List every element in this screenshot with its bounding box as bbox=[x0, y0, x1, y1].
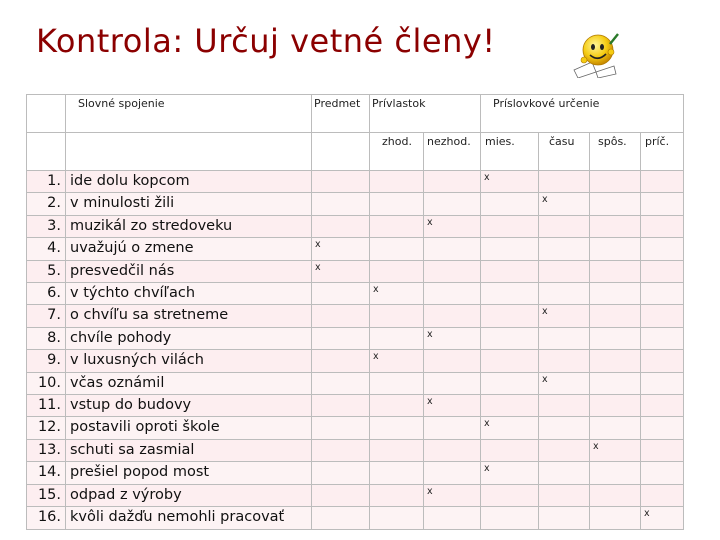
mark-predmet: x bbox=[312, 238, 370, 260]
cell-predmet bbox=[312, 215, 370, 237]
cell-predmet bbox=[312, 372, 370, 394]
mark-pric: x bbox=[641, 507, 684, 529]
cell-predmet bbox=[312, 283, 370, 305]
cell-nezhod bbox=[424, 372, 481, 394]
cell-zhod bbox=[370, 439, 424, 461]
cell-zhod bbox=[370, 484, 424, 506]
mark-nezhod: x bbox=[424, 395, 481, 417]
header-zhod: zhod. bbox=[370, 133, 424, 171]
cell-mies bbox=[481, 327, 539, 349]
row-number: 7. bbox=[27, 305, 66, 327]
mark-nezhod: x bbox=[424, 484, 481, 506]
row-phrase: muzikál zo stredoveku bbox=[66, 215, 312, 237]
header-prislovkove: Príslovkové určenie bbox=[481, 95, 684, 133]
cell-nezhod bbox=[424, 193, 481, 215]
cell-spos bbox=[590, 283, 641, 305]
cell-mies bbox=[481, 260, 539, 282]
cell-spos bbox=[590, 462, 641, 484]
cell-casu bbox=[539, 350, 590, 372]
cell-pric bbox=[641, 238, 684, 260]
header-row-1 bbox=[27, 95, 684, 133]
cell-mies bbox=[481, 283, 539, 305]
cell-pric bbox=[641, 171, 684, 193]
mark-zhod: x bbox=[370, 350, 424, 372]
table-row bbox=[27, 417, 684, 439]
mark-mies: x bbox=[481, 171, 539, 193]
cell-spos bbox=[590, 215, 641, 237]
cell-mies bbox=[481, 439, 539, 461]
cell-mies bbox=[481, 305, 539, 327]
row-number: 5. bbox=[27, 260, 66, 282]
mark-nezhod: x bbox=[424, 215, 481, 237]
cell-casu bbox=[539, 260, 590, 282]
row-number: 16. bbox=[27, 507, 66, 529]
table-row bbox=[27, 171, 684, 193]
cell-predmet bbox=[312, 305, 370, 327]
cell-mies bbox=[481, 395, 539, 417]
header-row-2 bbox=[27, 133, 684, 171]
cell-zhod bbox=[370, 507, 424, 529]
cell-nezhod bbox=[424, 238, 481, 260]
row-phrase: prešiel popod most bbox=[66, 462, 312, 484]
row-number: 14. bbox=[27, 462, 66, 484]
cell-pric bbox=[641, 305, 684, 327]
row-number: 13. bbox=[27, 439, 66, 461]
cell-predmet bbox=[312, 395, 370, 417]
table-row bbox=[27, 193, 684, 215]
cell-predmet bbox=[312, 507, 370, 529]
cell-pric bbox=[641, 439, 684, 461]
cell-casu bbox=[539, 507, 590, 529]
cell-mies bbox=[481, 372, 539, 394]
mark-spos: x bbox=[590, 439, 641, 461]
row-number: 2. bbox=[27, 193, 66, 215]
cell-pric bbox=[641, 327, 684, 349]
header-nezhod: nezhod. bbox=[424, 133, 481, 171]
row-phrase: vstup do budovy bbox=[66, 395, 312, 417]
cell-nezhod bbox=[424, 305, 481, 327]
table-row bbox=[27, 215, 684, 237]
row-phrase: v týchto chvíľach bbox=[66, 283, 312, 305]
mark-nezhod: x bbox=[424, 327, 481, 349]
header-phrase: Slovné spojenie bbox=[66, 95, 312, 133]
cell-zhod bbox=[370, 260, 424, 282]
row-phrase: postavili oproti škole bbox=[66, 417, 312, 439]
row-phrase: chvíle pohody bbox=[66, 327, 312, 349]
cell-predmet bbox=[312, 193, 370, 215]
row-number: 12. bbox=[27, 417, 66, 439]
cell-zhod bbox=[370, 193, 424, 215]
cell-pric bbox=[641, 260, 684, 282]
table-row bbox=[27, 260, 684, 282]
cell-spos bbox=[590, 372, 641, 394]
table-row bbox=[27, 395, 684, 417]
cell-spos bbox=[590, 395, 641, 417]
table-row bbox=[27, 507, 684, 529]
mark-casu: x bbox=[539, 372, 590, 394]
table-row bbox=[27, 439, 684, 461]
cell-casu bbox=[539, 238, 590, 260]
cell-predmet bbox=[312, 439, 370, 461]
row-phrase: ide dolu kopcom bbox=[66, 171, 312, 193]
smiley-reading-book-icon bbox=[570, 32, 620, 78]
table-row bbox=[27, 350, 684, 372]
cell-pric bbox=[641, 395, 684, 417]
table-row bbox=[27, 484, 684, 506]
cell-pric bbox=[641, 417, 684, 439]
row-number: 10. bbox=[27, 372, 66, 394]
header-mies: mies. bbox=[481, 133, 539, 171]
row-phrase: v minulosti žili bbox=[66, 193, 312, 215]
cell-predmet bbox=[312, 417, 370, 439]
table-row bbox=[27, 238, 684, 260]
cell-mies bbox=[481, 238, 539, 260]
cell-zhod bbox=[370, 171, 424, 193]
cell-zhod bbox=[370, 462, 424, 484]
cell-casu bbox=[539, 215, 590, 237]
cell-casu bbox=[539, 462, 590, 484]
header-privlastok: Prívlastok bbox=[370, 95, 481, 133]
row-phrase: schuti sa zasmial bbox=[66, 439, 312, 461]
cell-pric bbox=[641, 350, 684, 372]
cell-spos bbox=[590, 260, 641, 282]
cell-nezhod bbox=[424, 171, 481, 193]
cell-casu bbox=[539, 327, 590, 349]
cell-predmet bbox=[312, 350, 370, 372]
row-number: 11. bbox=[27, 395, 66, 417]
cell-pric bbox=[641, 372, 684, 394]
cell-zhod bbox=[370, 417, 424, 439]
cell-predmet bbox=[312, 484, 370, 506]
row-number: 3. bbox=[27, 215, 66, 237]
cell-spos bbox=[590, 305, 641, 327]
row-number: 1. bbox=[27, 171, 66, 193]
mark-casu: x bbox=[539, 193, 590, 215]
row-phrase: o chvíľu sa stretneme bbox=[66, 305, 312, 327]
table-row bbox=[27, 372, 684, 394]
cell-pric bbox=[641, 484, 684, 506]
header-blank bbox=[27, 133, 66, 171]
cell-mies bbox=[481, 215, 539, 237]
cell-predmet bbox=[312, 462, 370, 484]
table-row bbox=[27, 462, 684, 484]
cell-nezhod bbox=[424, 462, 481, 484]
cell-mies bbox=[481, 484, 539, 506]
mark-mies: x bbox=[481, 417, 539, 439]
cell-pric bbox=[641, 283, 684, 305]
header-corner bbox=[27, 95, 66, 133]
cell-casu bbox=[539, 439, 590, 461]
row-number: 6. bbox=[27, 283, 66, 305]
members-table bbox=[26, 94, 684, 530]
row-number: 15. bbox=[27, 484, 66, 506]
cell-spos bbox=[590, 417, 641, 439]
table-row bbox=[27, 283, 684, 305]
row-number: 8. bbox=[27, 327, 66, 349]
cell-zhod bbox=[370, 215, 424, 237]
table-row bbox=[27, 327, 684, 349]
mark-zhod: x bbox=[370, 283, 424, 305]
row-phrase: presvedčil nás bbox=[66, 260, 312, 282]
cell-casu bbox=[539, 484, 590, 506]
cell-zhod bbox=[370, 305, 424, 327]
cell-spos bbox=[590, 238, 641, 260]
header-predmet: Predmet bbox=[312, 95, 370, 133]
cell-casu bbox=[539, 171, 590, 193]
row-phrase: uvažujú o zmene bbox=[66, 238, 312, 260]
cell-casu bbox=[539, 417, 590, 439]
cell-predmet bbox=[312, 171, 370, 193]
mark-mies: x bbox=[481, 462, 539, 484]
row-phrase: odpad z výroby bbox=[66, 484, 312, 506]
row-number: 4. bbox=[27, 238, 66, 260]
cell-zhod bbox=[370, 372, 424, 394]
cell-spos bbox=[590, 484, 641, 506]
row-phrase: kvôli dažďu nemohli pracovať bbox=[66, 507, 312, 529]
header-blank bbox=[312, 133, 370, 171]
cell-spos bbox=[590, 193, 641, 215]
cell-spos bbox=[590, 327, 641, 349]
cell-mies bbox=[481, 350, 539, 372]
page-title: Kontrola: Určuj vetné členy! bbox=[36, 22, 496, 60]
cell-nezhod bbox=[424, 350, 481, 372]
header-pric: príč. bbox=[641, 133, 684, 171]
cell-predmet bbox=[312, 327, 370, 349]
cell-spos bbox=[590, 350, 641, 372]
cell-pric bbox=[641, 193, 684, 215]
cell-pric bbox=[641, 215, 684, 237]
cell-nezhod bbox=[424, 439, 481, 461]
cell-nezhod bbox=[424, 507, 481, 529]
mark-predmet: x bbox=[312, 260, 370, 282]
row-phrase: v luxusných vilách bbox=[66, 350, 312, 372]
cell-casu bbox=[539, 283, 590, 305]
cell-spos bbox=[590, 507, 641, 529]
cell-pric bbox=[641, 462, 684, 484]
cell-spos bbox=[590, 171, 641, 193]
cell-zhod bbox=[370, 395, 424, 417]
cell-nezhod bbox=[424, 260, 481, 282]
mark-casu: x bbox=[539, 305, 590, 327]
cell-nezhod bbox=[424, 417, 481, 439]
header-blank bbox=[66, 133, 312, 171]
cell-casu bbox=[539, 395, 590, 417]
cell-zhod bbox=[370, 238, 424, 260]
cell-mies bbox=[481, 193, 539, 215]
row-phrase: včas oznámil bbox=[66, 372, 312, 394]
header-casu: času bbox=[539, 133, 590, 171]
header-spos: spôs. bbox=[590, 133, 641, 171]
cell-nezhod bbox=[424, 283, 481, 305]
row-number: 9. bbox=[27, 350, 66, 372]
cell-mies bbox=[481, 507, 539, 529]
table-row bbox=[27, 305, 684, 327]
cell-zhod bbox=[370, 327, 424, 349]
